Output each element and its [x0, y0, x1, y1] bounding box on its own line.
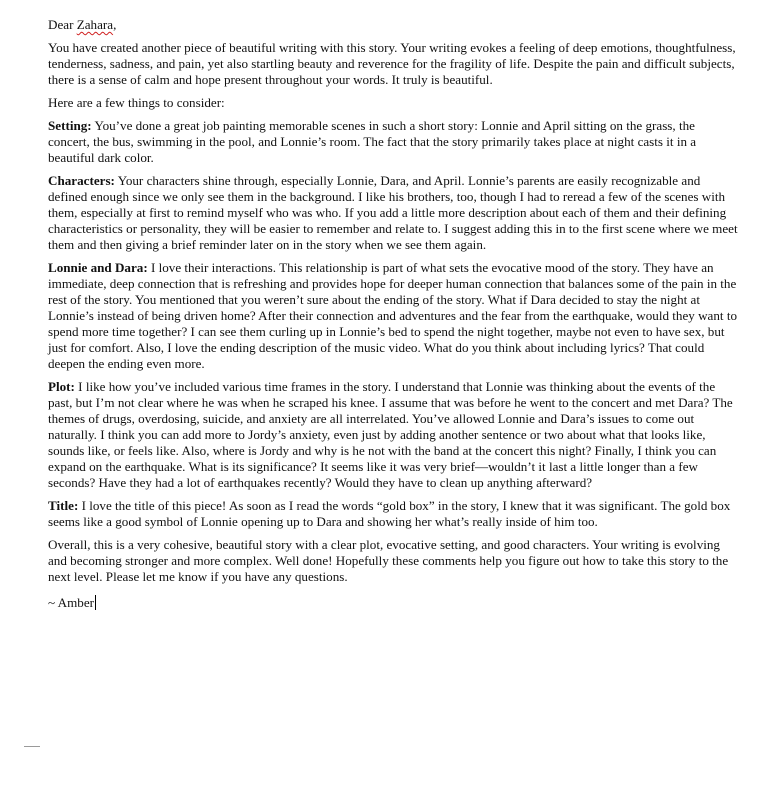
plot-heading: Plot: [48, 379, 75, 394]
recipient-name: Zahara [76, 17, 114, 32]
setting-text: You’ve done a great job painting memorable scenes in such a short story: Lonnie and April sitting on the grass, the concert, the bus, swimming in the pool, and Lonnie’s room. The fact that the story primarily takes place at night casts it in a beautiful dark color. [48, 118, 697, 165]
consider-paragraph: Here are a few things to consider: [48, 95, 225, 110]
plot-text: I like how you’ve included various time frames in the story. I understand that Lonnie was thinking about the events of the past, but I’m not clear where he was when he scraped his knee. I assume that was before he went to the concert and met Dara? The themes of drugs, overdosing, suicide, and anxiety are all interrelated. You’ve allowed Lonnie and Dara’s issues to come out naturally. I think you can add more to Jordy’s anxiety, even just by adding another sentence or two about what that looks like, sounds like, or feels like. Also, where is Jordy and why is he not with the band at the concert this night? Finally, I think you can expand on the earthquake. What is its significance? It seems like it was very brief—wouldn’t it last a little longer than a few seconds? Have they had a lot of earthquakes recently? Would they have to clean up anything afterward? [48, 379, 733, 490]
lonnie-dara-text: I love their interactions. This relationship is part of what sets the evocative mood of the story. They have an immediate, deep connection that is refreshing and provides hope for deeper human connection that balances some of the pain in the rest of the story. You mentioned that you weren’t sure about the ending of the story. What if Dara decided to stay the night at Lonnie’s instead of being driven home? After their connection and adventures and the fear from the earthquake, would they want to spend more time together? I can see them curling up in Lonnie’s bed to spend the night together, maybe not even to have sex, but just for comfort. Also, I love the ending description of the music video. What do you think about including lyrics? That could deepen the ending even more. [48, 260, 738, 371]
lonnie-dara-paragraph [48, 260, 738, 372]
closing-paragraph: Overall, this is a very cohesive, beautiful story with a clear plot, evocative setting, and good characters. Your writing is evolving and becoming stronger and more complex. Well done! Hopefully these comments help you figure out how to take this story to the next level. Please let me know if you have any questions. [48, 537, 729, 584]
intro-paragraph: You have created another piece of beautiful writing with this story. Your writing evokes a feeling of deep emotions, thoughtfulness, tenderness, sadness, and pain, yet also startling beauty and reverence for the fragility of life. Despite the pain and difficult subjects, there is a sense of calm and hope present throughout your words. It truly is beautiful. [48, 40, 736, 87]
lonnie-dara-heading: Lonnie and Dara: [48, 260, 148, 275]
characters-heading: Characters: [48, 173, 115, 188]
title-paragraph [48, 498, 738, 530]
plot-paragraph [48, 379, 738, 491]
greeting [48, 17, 738, 33]
characters-paragraph [48, 173, 738, 253]
greeting-suffix: , [113, 17, 117, 32]
characters-text: Your characters shine through, especially Lonnie, Dara, and April. Lonnie’s parents are easily recognizable and defined enough since we only see them in the background. I like his brothers, too, though I had to reread a few of the scenes with them, especially at first to remind myself who was who. If you add a little more description about each of them and their defining characteristics or personality, they will be easier to remember and relate to. I suggest adding this in to the first scene where we meet them and then giving a brief reminder later on in the story when we see them again. [48, 173, 738, 252]
setting-paragraph [48, 118, 738, 166]
signoff-line[interactable] [48, 595, 738, 611]
text-cursor [95, 595, 96, 610]
signoff-text: ~ Amber [48, 595, 94, 610]
document-page[interactable] [48, 17, 738, 611]
title-heading: Title: [48, 498, 79, 513]
title-text: I love the title of this piece! As soon as I read the words “gold box” in the story, I knew that it was significant. The gold box seems like a good symbol of Lonnie opening up to Dara and showing her what’s really inside of him too. [48, 498, 731, 529]
margin-marker [24, 746, 40, 747]
setting-heading: Setting: [48, 118, 92, 133]
greeting-prefix: Dear [48, 17, 77, 32]
